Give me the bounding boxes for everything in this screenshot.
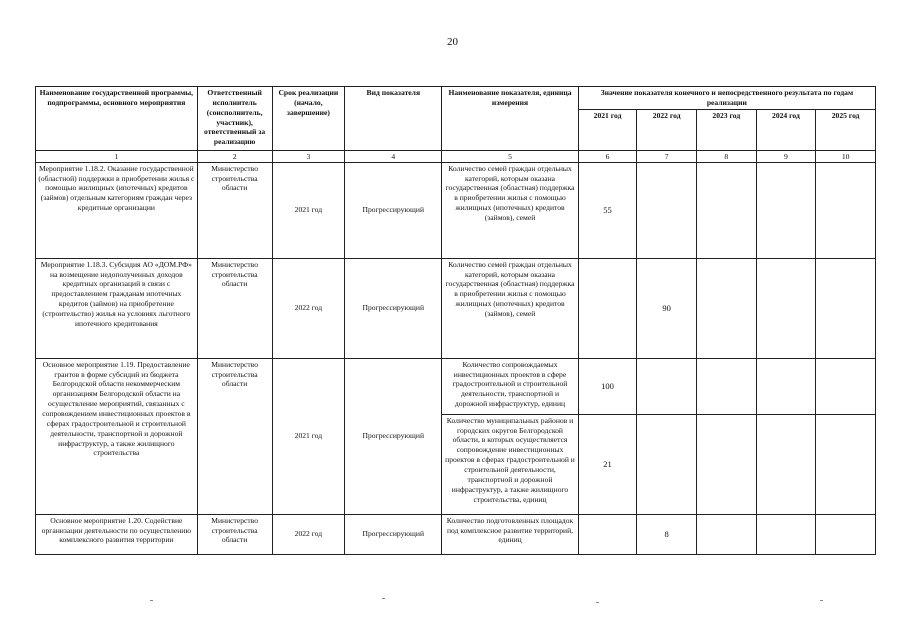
measure-name: Основное мероприятие 1.20. Содействие организации деятельности по осуществлению комплексного развития территории (36, 514, 198, 554)
column-number-row (36, 150, 876, 162)
table-row (36, 358, 876, 414)
column-number: 1 (36, 150, 198, 162)
indicator-name: Количество муниципальных районов и городских округов Белгородской области, в которых осуществляется сопровождение инвестиционных проектов в сферах градостроительной и строительной деятельности, транспортной и дорожной инфраструктур, а также жилищного строительства, единиц (442, 414, 578, 514)
header-year: 2023 год (696, 109, 756, 150)
value-2023 (696, 162, 756, 258)
column-number: 4 (345, 150, 442, 162)
header-indicator-name: Наименование показателя, единица измерения (442, 87, 578, 151)
header-period: Срок реализации (начало, завершение) (272, 87, 345, 151)
column-number: 10 (816, 150, 876, 162)
indicator-name: Количество семей граждан отдельных категорий, которым оказана государственная (областная) поддержка в приобретении жилья с помощью жилищных (ипотечных) кредитов (займов), семей (442, 258, 578, 358)
value-2021: 55 (578, 162, 637, 258)
header-indicator-kind: Вид показателя (345, 87, 442, 151)
value-2022: 8 (637, 514, 697, 554)
executor: Министерство строительства области (197, 162, 272, 258)
value-2021: 100 (578, 358, 637, 414)
table-row (36, 162, 876, 258)
column-number: 3 (272, 150, 345, 162)
value-2022 (637, 414, 697, 514)
header-year: 2022 год (637, 109, 697, 150)
executor: Министерство строительства области (197, 258, 272, 358)
indicator-kind: Прогрессирующий (345, 162, 442, 258)
column-number: 9 (756, 150, 816, 162)
period: 2021 год (272, 162, 345, 258)
indicator-name: Количество подготовленных площадок под комплексное развитие территорий, единиц (442, 514, 578, 554)
executor: Министерство строительства области (197, 358, 272, 514)
indicator-kind: Прогрессирующий (345, 258, 442, 358)
value-2023 (696, 514, 756, 554)
period: 2022 год (272, 258, 345, 358)
value-2025 (816, 258, 876, 358)
indicator-name: Количество семей граждан отдельных категорий, которым оказана государственная (областная) поддержка в приобретении жилья с помощью жилищных (ипотечных) кредитов (займов), семей (442, 162, 578, 258)
scan-speck (596, 602, 599, 603)
table-row (36, 258, 876, 358)
value-2024 (756, 358, 816, 414)
value-2025 (816, 514, 876, 554)
header-executor: Ответственный исполнитель (соисполнитель, участник), ответственный за реализацию (197, 87, 272, 151)
header-values-group: Значение показателя конечного и непосредственного результата по годам реализации (578, 87, 875, 110)
measure-name: Мероприятие 1.18.2. Оказание государственной (областной) поддержки в приобретении жилья с помощью жилищных (ипотечных) кредитов (займов) отдельным категориям граждан через кредитные организации (36, 162, 198, 258)
column-number: 6 (578, 150, 637, 162)
header-year: 2025 год (816, 109, 876, 150)
indicator-kind: Прогрессирующий (345, 358, 442, 514)
value-2022 (637, 358, 697, 414)
value-2025 (816, 162, 876, 258)
header-program-name: Наименование государственной программы, подпрограммы, основного мероприятия (36, 87, 198, 151)
indicators-table (35, 86, 876, 555)
value-2023 (696, 414, 756, 514)
value-2024 (756, 414, 816, 514)
value-2021 (578, 514, 637, 554)
value-2022 (637, 162, 697, 258)
column-number: 7 (637, 150, 697, 162)
value-2023 (696, 358, 756, 414)
indicator-name: Количество сопровождаемых инвестиционных проектов в сфере градостроительной и строительной деятельности, транспортной и дорожной инфраструктур, единиц (442, 358, 578, 414)
indicator-kind: Прогрессирующий (345, 514, 442, 554)
value-2024 (756, 514, 816, 554)
table-row (36, 514, 876, 554)
period: 2021 год (272, 358, 345, 514)
measure-name: Мероприятие 1.18.3. Субсидия АО «ДОМ.РФ» на возмещение недополученных доходов кредитных организаций в связи с предоставлением гражданам ипотечных кредитов (займов) на приобретение (строительство) жилья на условиях льготного ипотечного кредитования (36, 258, 198, 358)
header-row (36, 87, 876, 110)
scan-speck (820, 600, 823, 601)
measure-name: Основное мероприятие 1.19. Предоставление грантов в форме субсидий из бюджета Белгородской области некоммерческим организациям Белгородской области на осуществление мероприятий, связанных с сопровождением инвестиционных проектов в сферах градостроительной и строительной деятельности, транспортной и дорожной инфраструктур, а также жилищного строительства (36, 358, 198, 514)
value-2024 (756, 258, 816, 358)
column-number: 8 (696, 150, 756, 162)
value-2021 (578, 258, 637, 358)
value-2025 (816, 358, 876, 414)
value-2022: 90 (637, 258, 697, 358)
header-year: 2024 год (756, 109, 816, 150)
executor: Министерство строительства области (197, 514, 272, 554)
header-year: 2021 год (578, 109, 637, 150)
value-2023 (696, 258, 756, 358)
value-2024 (756, 162, 816, 258)
value-2021: 21 (578, 414, 637, 514)
scan-speck (150, 600, 153, 601)
value-2025 (816, 414, 876, 514)
scan-speck (382, 598, 385, 599)
column-number: 5 (442, 150, 578, 162)
period: 2022 год (272, 514, 345, 554)
column-number: 2 (197, 150, 272, 162)
page-number: 20 (447, 36, 458, 48)
